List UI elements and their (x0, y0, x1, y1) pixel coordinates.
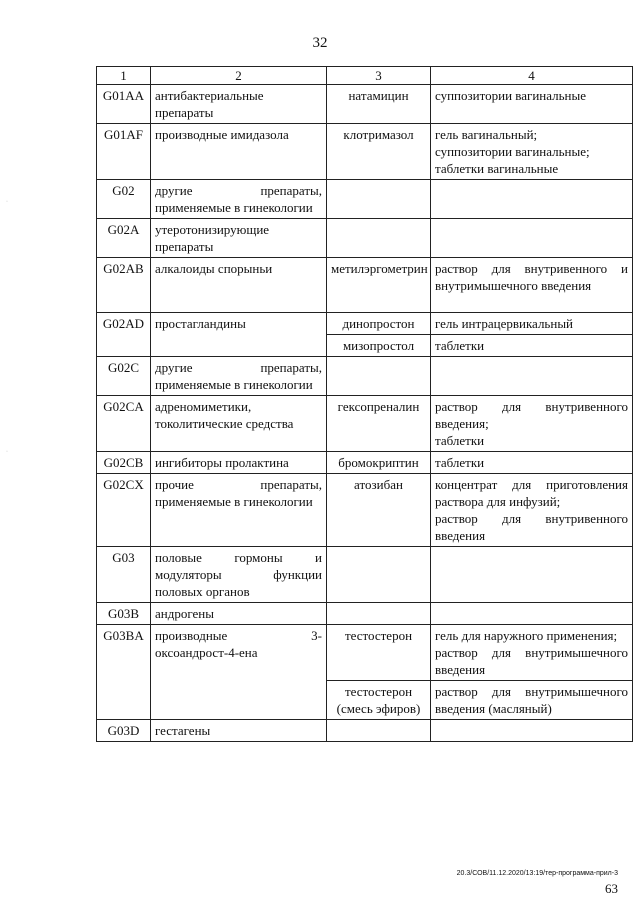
table-row (97, 85, 633, 124)
group-name-cell: производные 3-оксоандрост-4-ена (151, 625, 327, 720)
header-col-2: 2 (151, 67, 327, 85)
drug-name-cell: динопростон (327, 313, 431, 335)
table-row (97, 357, 633, 396)
group-name-cell: прочие препараты, применяемые в гинекологии (151, 474, 327, 547)
scan-speck: · (6, 199, 8, 205)
dosage-form-cell: таблетки (431, 452, 633, 474)
atc-code-cell: G02CX (97, 474, 151, 547)
group-name-cell: алкалоиды спорыньи (151, 258, 327, 313)
table-row (97, 625, 633, 681)
group-name-cell: гестагены (151, 720, 327, 742)
dosage-form-cell: суппозитории вагинальные (431, 85, 633, 124)
table-row (97, 258, 633, 313)
dosage-form-cell (431, 180, 633, 219)
document-code: 20.3/СОВ/11.12.2020/13:19/тер-программа-прил-3 (456, 870, 618, 877)
dosage-form-cell: концентрат для приготовления раствора для инфузий; раствор для внутривенного введения (431, 474, 633, 547)
table-row (97, 603, 633, 625)
dosage-form-cell (431, 603, 633, 625)
atc-code-cell: G02A (97, 219, 151, 258)
group-name-cell: андрогены (151, 603, 327, 625)
group-name-cell: другие препараты, применяемые в гинекологии (151, 180, 327, 219)
page-number: 32 (312, 35, 328, 51)
table-row (97, 180, 633, 219)
atc-code-cell: G02C (97, 357, 151, 396)
atc-code-cell: G02 (97, 180, 151, 219)
atc-code-cell: G01AF (97, 124, 151, 180)
medicines-table-body (97, 67, 633, 742)
group-name-cell: утеротонизирующие препараты (151, 219, 327, 258)
dosage-form-cell: раствор для внутримышечного введения (масляный) (431, 681, 633, 720)
atc-code-cell: G03 (97, 547, 151, 603)
atc-code-cell: G03BA (97, 625, 151, 720)
group-name-cell: простагландины (151, 313, 327, 357)
group-name-cell: адреномиметики, токолитические средства (151, 396, 327, 452)
dosage-form-cell: гель вагинальный; суппозитории вагинальные; таблетки вагинальные (431, 124, 633, 180)
drug-name-cell (327, 547, 431, 603)
drug-name-cell: натамицин (327, 85, 431, 124)
dosage-form-cell (431, 547, 633, 603)
drug-name-cell (327, 219, 431, 258)
group-name-cell: производные имидазола (151, 124, 327, 180)
atc-code-cell: G02CB (97, 452, 151, 474)
atc-code-cell: G02AD (97, 313, 151, 357)
drug-name-cell: мизопростол (327, 335, 431, 357)
dosage-form-cell: раствор для внутривенного и внутримышечного введения (431, 258, 633, 313)
scan-speck: · (6, 449, 8, 455)
drug-name-cell: тестостерон (смесь эфиров) (327, 681, 431, 720)
table-row (97, 124, 633, 180)
atc-code-cell: G03D (97, 720, 151, 742)
drug-name-cell: бромокриптин (327, 452, 431, 474)
table-row (97, 452, 633, 474)
drug-name-cell (327, 720, 431, 742)
dosage-form-cell: таблетки (431, 335, 633, 357)
drug-name-cell: тестостерон (327, 625, 431, 681)
sheet-number: 63 (605, 881, 618, 896)
header-col-1: 1 (97, 67, 151, 85)
atc-code-cell: G03B (97, 603, 151, 625)
drug-name-cell: атозибан (327, 474, 431, 547)
table-header-row (97, 67, 633, 85)
group-name-cell: антибактериальные препараты (151, 85, 327, 124)
header-col-3: 3 (327, 67, 431, 85)
table-row (97, 474, 633, 547)
dosage-form-cell (431, 357, 633, 396)
atc-code-cell: G02AB (97, 258, 151, 313)
atc-code-cell: G01AA (97, 85, 151, 124)
table-row (97, 720, 633, 742)
header-col-4: 4 (431, 67, 633, 85)
medicines-table (96, 66, 633, 742)
drug-name-cell (327, 603, 431, 625)
drug-name-cell (327, 357, 431, 396)
group-name-cell: другие препараты, применяемые в гинекологии (151, 357, 327, 396)
dosage-form-cell: гель интрацервикальный (431, 313, 633, 335)
drug-name-cell: гексопреналин (327, 396, 431, 452)
table-row (97, 547, 633, 603)
atc-code-cell: G02CA (97, 396, 151, 452)
dosage-form-cell (431, 219, 633, 258)
table-row (97, 396, 633, 452)
drug-name-cell (327, 180, 431, 219)
table-row (97, 219, 633, 258)
table-row (97, 313, 633, 335)
group-name-cell: ингибиторы пролактина (151, 452, 327, 474)
dosage-form-cell: раствор для внутривенного введения; таблетки (431, 396, 633, 452)
drug-name-cell: клотримазол (327, 124, 431, 180)
group-name-cell: половые гормоны и модуляторы функции половых органов (151, 547, 327, 603)
dosage-form-cell (431, 720, 633, 742)
dosage-form-cell: гель для наружного применения; раствор для внутримышечного введения (431, 625, 633, 681)
drug-name-cell: метилэргометрин (327, 258, 431, 313)
